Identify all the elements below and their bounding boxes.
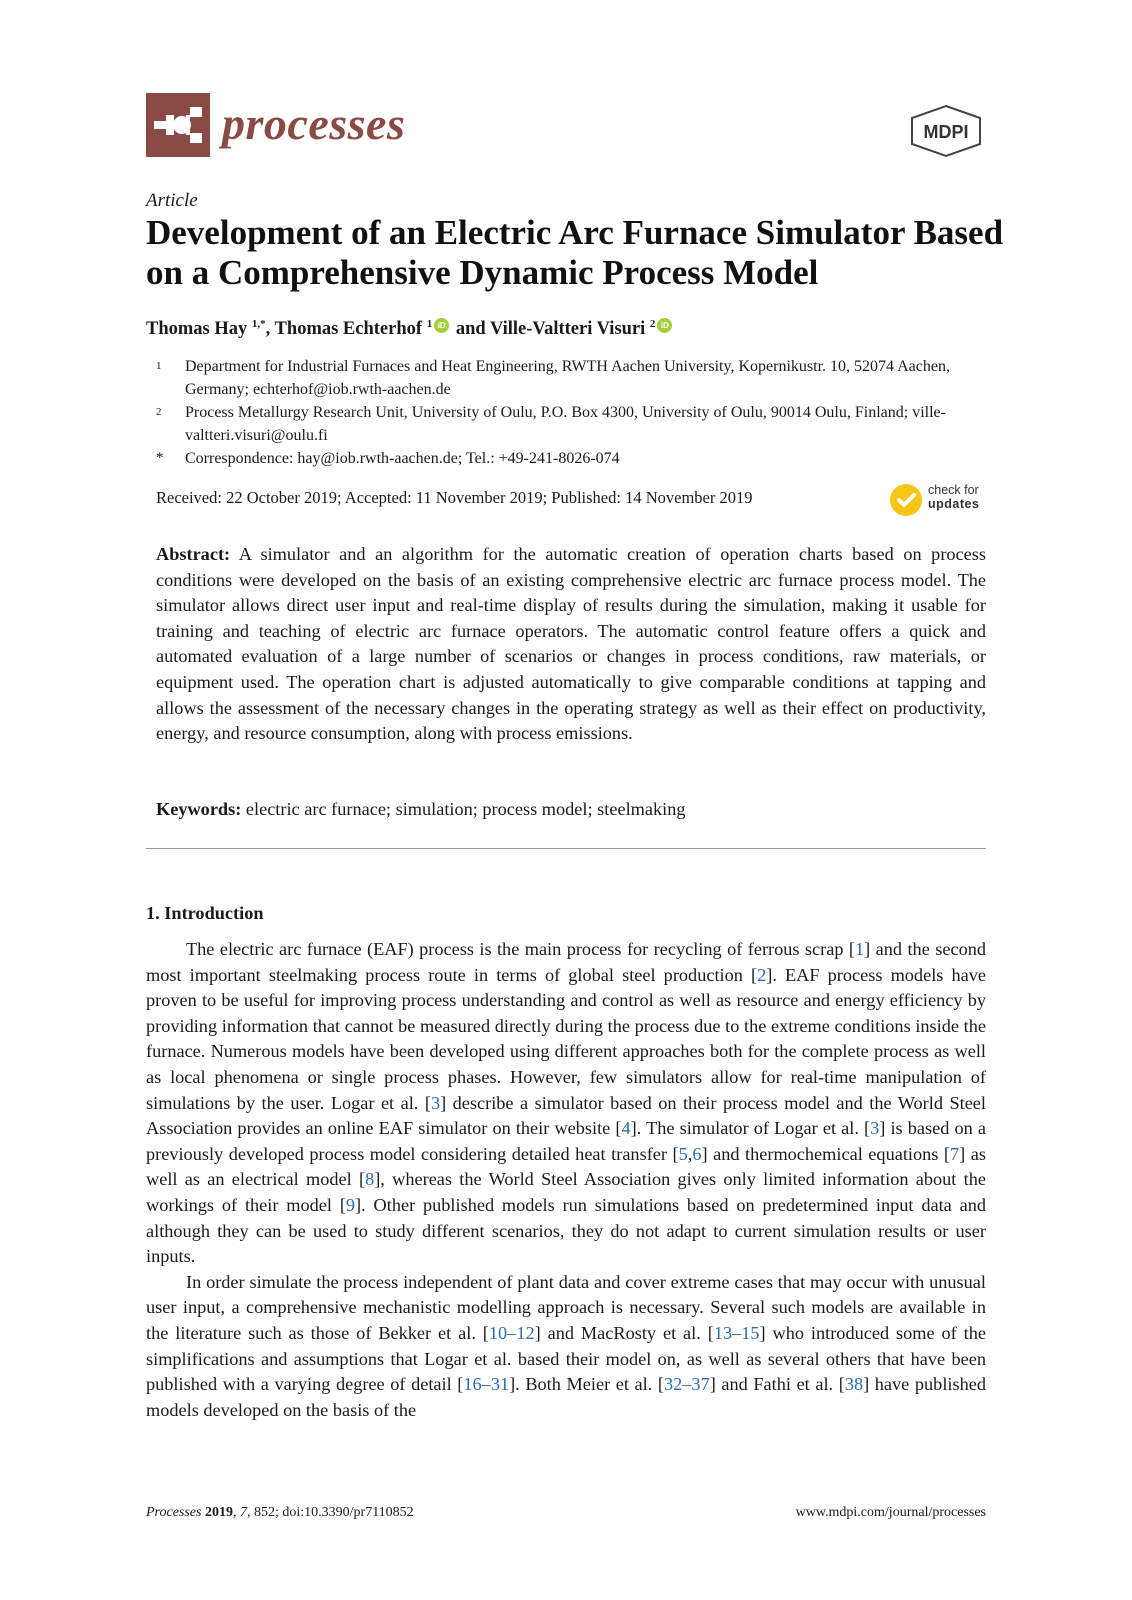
citation-link[interactable]: 10–12 xyxy=(488,1322,535,1343)
author-affil-mark: 1,* xyxy=(251,318,266,330)
citation-link[interactable]: 9 xyxy=(345,1194,356,1215)
check-for-updates-badge[interactable] xyxy=(890,482,996,518)
check-updates-text: check for updates xyxy=(928,483,980,511)
affiliation-mark: 1 xyxy=(156,360,162,372)
article-title: Development of an Electric Arc Furnace Simulator Based on a Comprehensive Dynamic Process Model xyxy=(146,213,1004,292)
author-name: Ville-Valtteri Visuri xyxy=(489,319,646,340)
footer-url[interactable]: www.mdpi.com/journal/processes xyxy=(795,1505,986,1520)
author-conjunction: and xyxy=(455,319,486,340)
citation-link[interactable]: 8 xyxy=(365,1169,375,1190)
citation-link[interactable]: 7 xyxy=(950,1143,960,1164)
citation-link[interactable]: 13–15 xyxy=(713,1322,760,1343)
citation-link[interactable]: 16–31 xyxy=(463,1374,510,1395)
correspondence-mark: * xyxy=(156,450,164,466)
mdpi-logo xyxy=(906,104,986,158)
affiliation-1 xyxy=(156,355,996,401)
citation-link[interactable]: 38 xyxy=(844,1374,864,1395)
citation-link[interactable]: 32–37 xyxy=(664,1374,710,1395)
keywords-text: electric arc furnace; simulation; process model; steelmaking xyxy=(245,799,686,819)
author-name: Thomas Echterhof xyxy=(274,319,423,340)
affiliation-text: Department for Industrial Furnaces and Heat Engineering, RWTH Aachen University, Kopernikustr. 10, 52074 Aachen, Germany; echterhof@iob.rwth-aachen.de xyxy=(185,358,950,398)
correspondence-text: Correspondence: hay@iob.rwth-aachen.de; Tel.: +49-241-8026-074 xyxy=(185,450,620,467)
publication-dates: Received: 22 October 2019; Accepted: 11 November 2019; Published: 14 November 2019 xyxy=(156,488,753,507)
publisher-name: MDPI xyxy=(923,122,969,142)
abstract xyxy=(156,542,986,747)
paragraph: The electric arc furnace (EAF) process is the main process for recycling of ferrous scrap [1] and the second most important steelmaking process route in terms of global steel production [2]. EAF process models have proven to be useful for improving process understanding and control as well as resource and energy efficiency by providing information that cannot be measured directly during the process due to the extreme conditions inside the furnace. Numerous models have been developed using different approaches both for the complete process as well as local phenomena or single process phases. However, few simulators allow for real-time manipulation of simulations by the user. Logar et al. [3] describe a simulator based on their process model and the World Steel Association provides an online EAF simulator on their website [4]. The simulator of Logar et al. [3] is based on a previously developed process model considering detailed heat transfer [5,6] and thermochemical equations [7] as well as an electrical model [8], whereas the World Steel Association gives only limited information about the workings of their model [9]. Other published models run simulations based on predetermined input data and although they can be used to study different scenarios, they do not adapt to current simulation results or user inputs. xyxy=(146,939,987,1267)
abstract-text: A simulator and an algorithm for the automatic creation of operation charts based on process conditions were developed on the basis of an existing comprehensive electric arc furnace process model. The simulator allows direct user input and real-time display of results during the simulation, making it usable for training and teaching of electric arc furnace operators. The automatic control feature offers a quick and automated evaluation of a large number of scenarios or changes in process conditions, raw materials, or equipment used. The operation chart is adjusted automatically to give comparable conditions at tapping and allows the assessment of the necessary changes in the operating strategy as well as their effect on productivity, energy, and resource consumption, along with process emissions. xyxy=(156,544,986,744)
checkmark-icon xyxy=(890,484,922,516)
author-list: Thomas Hay $^{1,*}$, Thomas Echterhof $^1$ iD and Ville-Valtteri Visuri $^2$ iD xyxy=(146,318,674,340)
keywords xyxy=(156,797,986,823)
author-affil-mark: 2 xyxy=(649,318,656,330)
introduction-body xyxy=(146,937,986,1423)
footer-citation: Processes 2019, 7, 852; doi:10.3390/pr7110852 xyxy=(146,1505,414,1520)
citation-link[interactable]: 1 xyxy=(855,939,865,959)
citation-link[interactable]: 2 xyxy=(757,964,767,985)
journal-logo xyxy=(146,93,210,157)
journal-logo-icon xyxy=(146,93,210,157)
section-heading: 1. Introduction xyxy=(146,903,264,923)
orcid-icon[interactable]: iD xyxy=(434,318,449,333)
author-name: Thomas Hay xyxy=(146,319,248,340)
section-divider xyxy=(146,848,986,849)
citation-link[interactable]: 3 xyxy=(870,1118,880,1139)
affiliation-text: Process Metallurgy Research Unit, University of Oulu, P.O. Box 4300, University of Oulu, 90014 Oulu, Finland; ville-valtteri.visuri@oulu.fi xyxy=(185,404,946,444)
citation-link[interactable]: 3 xyxy=(430,1092,441,1113)
abstract-label: Abstract: xyxy=(156,544,231,564)
correspondence xyxy=(156,447,996,470)
citation-link[interactable]: 6 xyxy=(692,1143,702,1164)
paragraph: In order simulate the process independent of plant data and cover extreme cases that may occur with unusual user input, a comprehensive mechanistic modelling approach is necessary. Several such models are available in the literature such as those of Bekker et al. [10–12] and MacRosty et al. [13–15] who introduced some of the simplifications and assumptions that Logar et al. based their model on, as well as several others that have been published with a varying degree of detail [16–31]. Both Meier et al. [32–37] and Fathi et al. [38] have published models developed on the basis of the xyxy=(146,1271,986,1420)
keywords-label: Keywords: xyxy=(156,799,242,819)
affiliation-mark: 2 xyxy=(156,406,162,418)
journal-name: processes xyxy=(222,98,406,149)
author-affil-mark: 1 xyxy=(426,318,433,330)
orcid-icon[interactable]: iD xyxy=(657,318,672,333)
article-type: Article xyxy=(146,190,198,211)
affiliation-2 xyxy=(156,401,996,447)
citation-link[interactable]: 5 xyxy=(678,1143,688,1164)
citation-link[interactable]: 4 xyxy=(621,1118,631,1139)
